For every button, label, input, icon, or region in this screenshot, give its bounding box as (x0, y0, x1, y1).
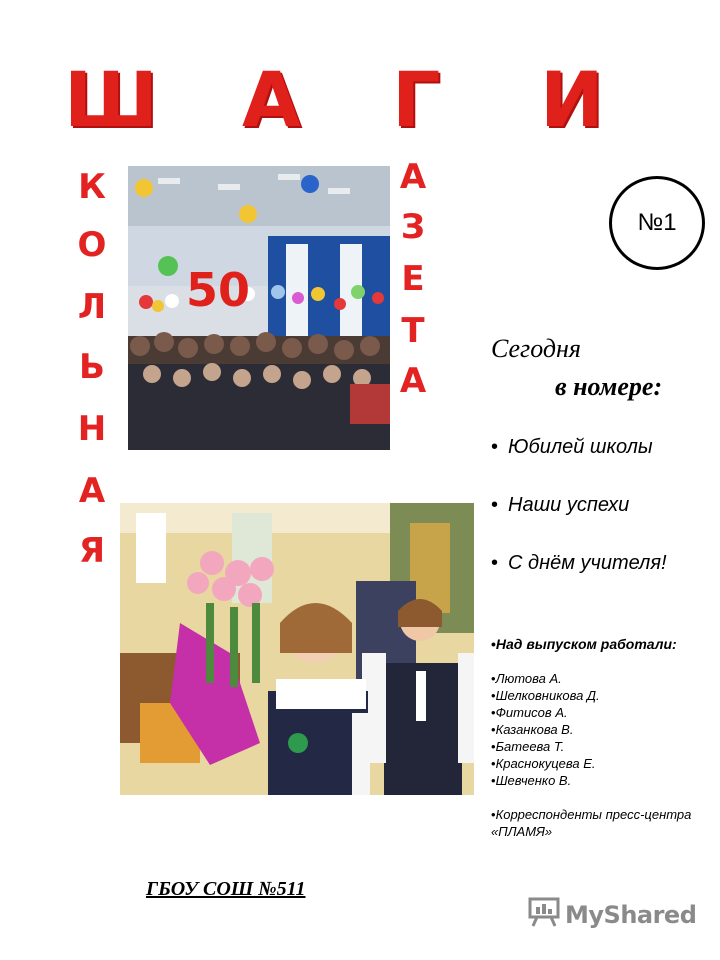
credit-name: • Казанкова В. (491, 721, 711, 738)
left-letter: Я (78, 531, 106, 571)
presentation-board-icon (527, 896, 561, 933)
title-letter-1: Ш (64, 55, 158, 144)
today-heading-line2: в номере: (555, 372, 663, 401)
issue-number: №1 (637, 209, 677, 236)
right-letter: З (400, 207, 426, 247)
balloon-number: 50 (186, 263, 251, 317)
title-letter-2: А (242, 55, 301, 144)
credit-name: • Лютова А. (491, 670, 711, 687)
contents-item: • Наши успехи (491, 494, 629, 517)
left-letter: Н (77, 409, 107, 449)
left-letter: Л (77, 287, 107, 327)
credit-name: • Батеева Т. (491, 738, 711, 755)
today-heading-line1: Сегодня (491, 334, 581, 363)
photo-girls-with-flowers (120, 503, 474, 795)
title-letter-3: Г (392, 55, 441, 144)
credit-name: • Шевченко В. (491, 772, 711, 789)
issue-number-badge (609, 176, 705, 270)
credit-name: • Фитисов А. (491, 704, 711, 721)
watermark-text: MyShared (565, 900, 697, 929)
photo-assembly-hall (128, 166, 390, 450)
right-letter: А (399, 157, 427, 197)
school-name: ГБОУ СОШ №511 (146, 878, 306, 900)
credits-block (491, 636, 711, 840)
left-letter: А (78, 471, 106, 511)
right-letter: Е (401, 259, 425, 299)
left-letter: К (78, 167, 106, 207)
right-letter: А (399, 361, 427, 401)
contents-item: • С днём учителя! (491, 552, 667, 575)
credits-correspondents: • Корреспонденты пресс-центра «ПЛАМЯ» (491, 806, 711, 840)
right-letter: Т (401, 311, 425, 351)
left-letter: О (77, 225, 107, 265)
left-letter: Ь (79, 347, 105, 387)
credit-name: • Краснокуцева Е. (491, 755, 711, 772)
title-letter-4: И (540, 55, 604, 144)
contents-item: • Юбилей школы (491, 436, 653, 459)
credit-name: • Шелковникова Д. (491, 687, 711, 704)
credits-heading: • Над выпуском работали: (491, 636, 711, 653)
watermark[interactable] (527, 896, 696, 933)
